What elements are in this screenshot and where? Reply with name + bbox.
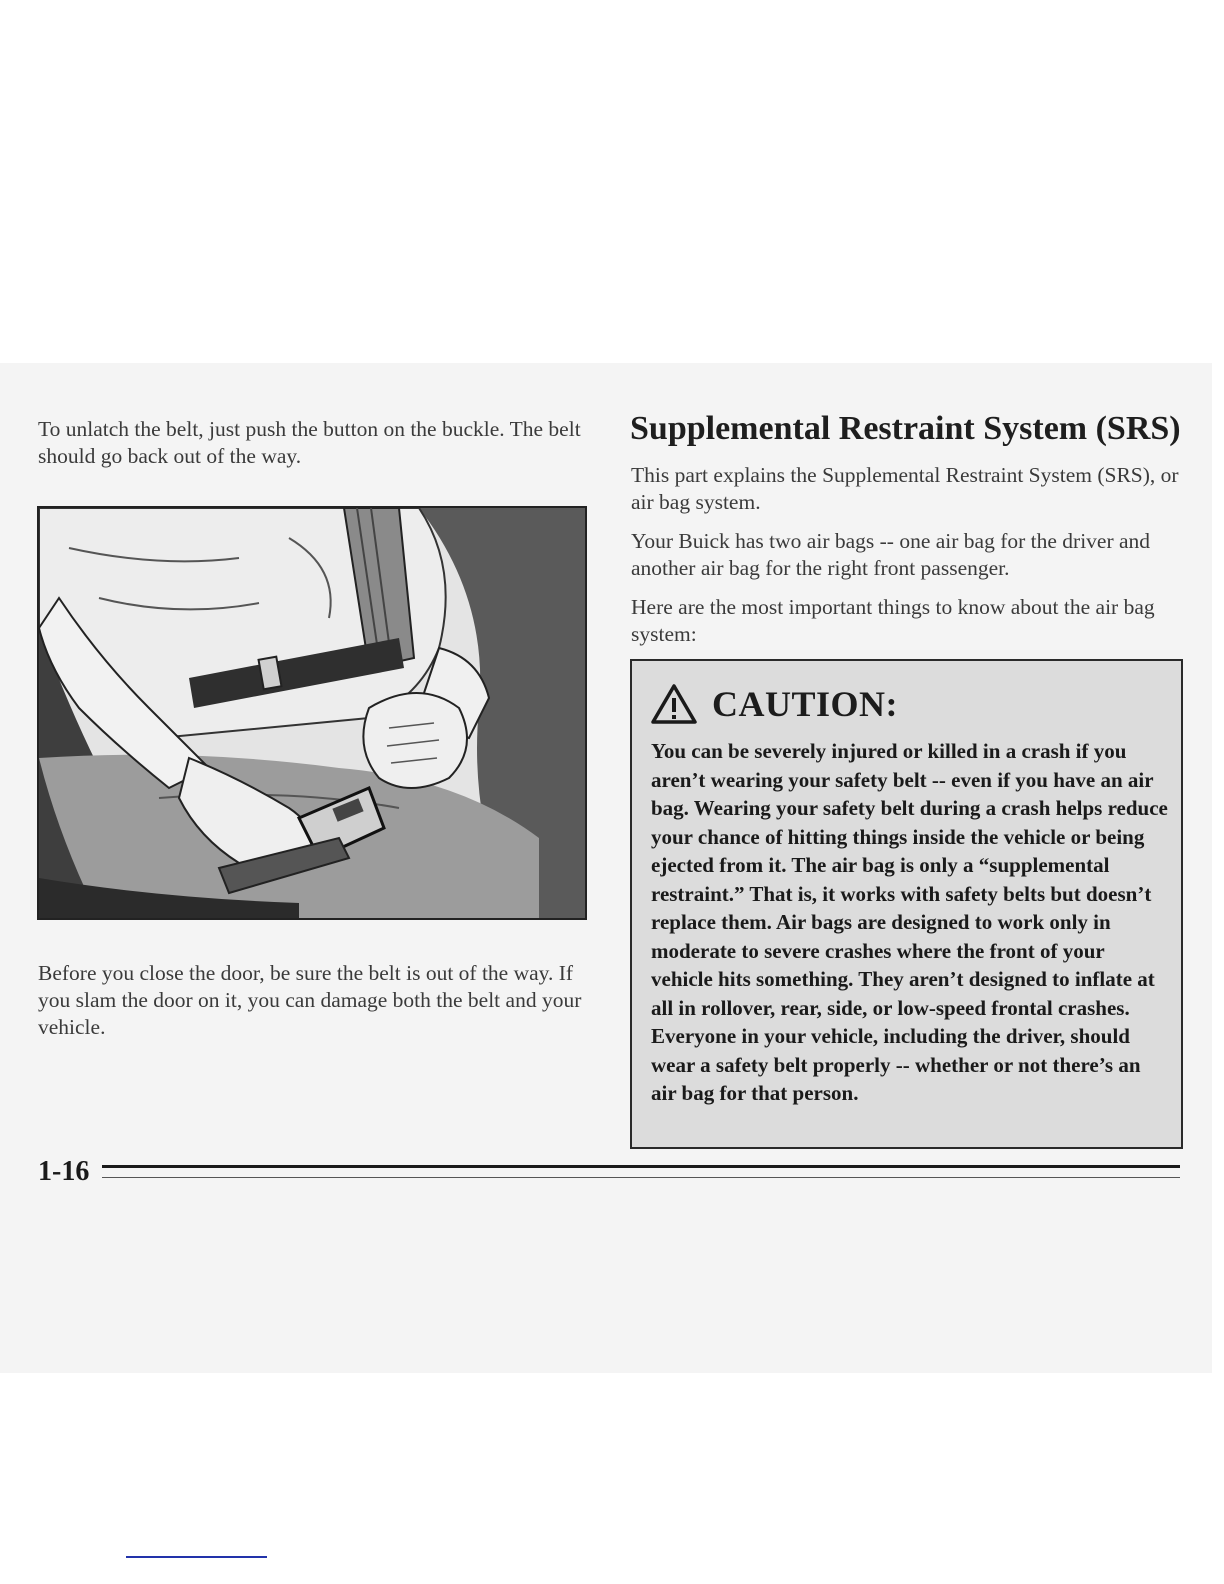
page-number: 1-16 bbox=[38, 1156, 90, 1187]
footer-rule bbox=[102, 1165, 1180, 1168]
caution-box bbox=[630, 659, 1183, 1149]
caution-title: CAUTION: bbox=[712, 684, 899, 724]
section-heading: Supplemental Restraint System (SRS) bbox=[630, 410, 1181, 447]
srs-paragraph: Your Buick has two air bags -- one air bag for the driver and another air bag for the right front passenger. bbox=[631, 529, 1151, 580]
footer-rule-thin bbox=[102, 1177, 1180, 1178]
srs-paragraph: Here are the most important things to know about the air bag system: bbox=[631, 595, 1155, 646]
warning-triangle-icon bbox=[650, 683, 698, 725]
caution-text: You can be severely injured or killed in a crash if you aren’t wearing your safety belt -- even if you have an air bag. Wearing your safety belt during a crash helps reduce your chance of hitting things inside the vehicle or being ejected from it. The air bag is only a “supplemental restraint.” That is, it works with safety belts but doesn’t replace them. Air bags are designed to work only in moderate to severe crashes where the front of your vehicle hits something. They aren’t designed to inflate at all in rollover, rear, side, or low-speed frontal crashes. Everyone in your vehicle, including the driver, should wear a safety belt properly -- whether or not there’s an air bag for that person. bbox=[651, 739, 1168, 1105]
bottom-link-underline[interactable] bbox=[126, 1556, 267, 1558]
door-closing-note: Before you close the door, be sure the belt is out of the way. If you slam the door on it, you can damage both the belt and your vehicle. bbox=[38, 961, 582, 1039]
seatbelt-buckle-illustration bbox=[37, 506, 587, 920]
srs-paragraph: This part explains the Supplemental Restraint System (SRS), or air bag system. bbox=[631, 463, 1179, 514]
caution-header bbox=[650, 683, 898, 725]
unlatch-instructions: To unlatch the belt, just push the button on the buckle. The belt should go back out of the way. bbox=[38, 417, 581, 468]
